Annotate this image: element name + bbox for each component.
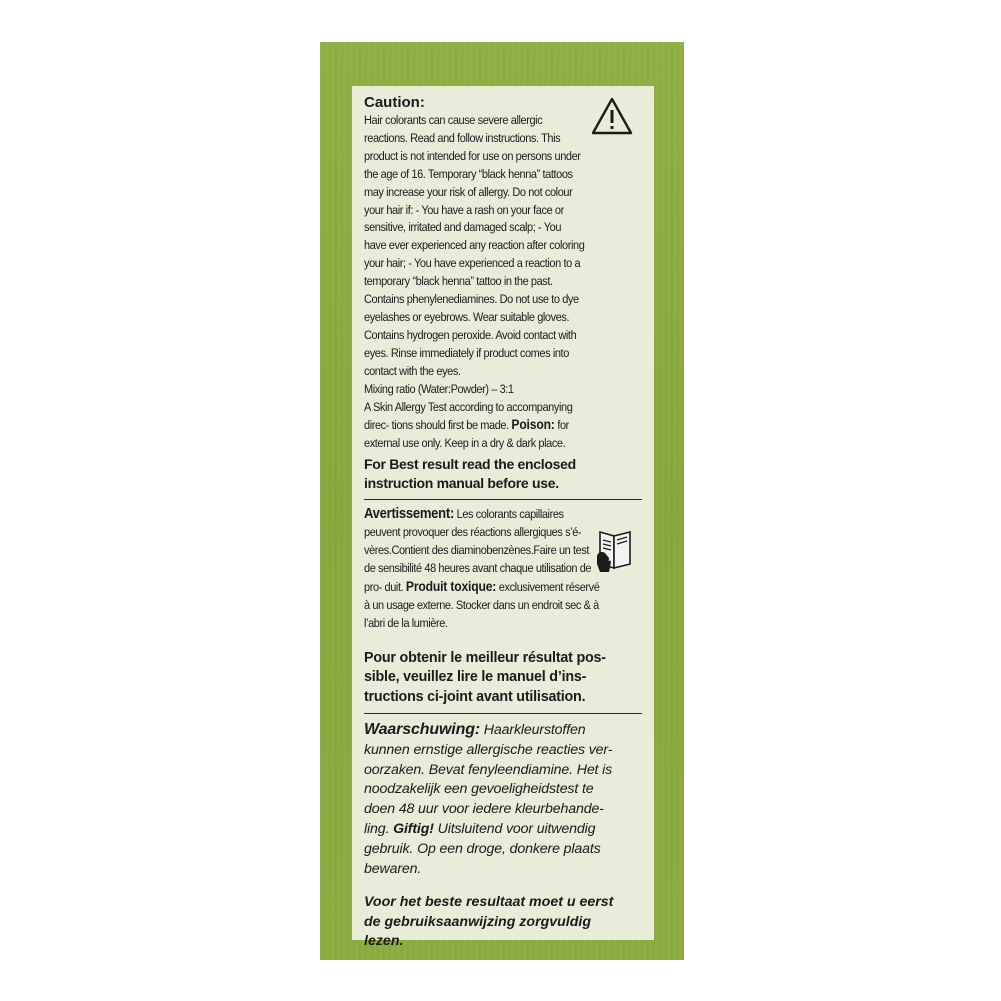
french-best-result: Pour obtenir le meilleur résultat pos- sible, veuillez lire le manuel d’ins- tructions ci-joint avant utilisation.: [364, 649, 606, 705]
french-toxic-text: exclusivement réservé à un usage externe. Stocker dans un endroit sec & à l’abri de la lumière.: [364, 579, 600, 630]
french-section: [364, 506, 642, 707]
english-title: Caution:: [364, 94, 425, 111]
dutch-toxic-label: Giftig!: [393, 821, 434, 838]
english-text: [364, 112, 643, 453]
dutch-toxic-text: Uitsluitend voor uitwendig gebruik. Op een droge, donkere plaats bewaren.: [364, 821, 601, 877]
separator-1: [364, 499, 642, 500]
french-title: Avertissement:: [364, 506, 455, 523]
dutch-best-result: Voor het beste resultaat moet u eerst de gebruiksaanwijzing zorgvuldig lezen.: [364, 894, 614, 950]
mixing-ratio: Mixing ratio (Water:Powder) – 3:1: [364, 381, 514, 396]
dutch-section: [364, 720, 642, 952]
allergy-test-text: A Skin Allergy Test according to accompanying direc- tions should first be made.: [364, 399, 573, 433]
warning-panel: [352, 86, 654, 950]
french-toxic-label: Produit toxique:: [405, 578, 497, 594]
english-section: [364, 94, 642, 493]
poison-label: Poison:: [511, 417, 555, 433]
separator-2: [364, 713, 642, 714]
french-text: [364, 506, 643, 632]
dutch-title: Waarschuwing:: [364, 721, 480, 739]
french-paragraph: [364, 506, 602, 632]
english-body: Hair colorants can cause severe allergic reactions. Read and follow instructions. This product is not intended for use on persons under the age of 16. Temporary “black henna” tattoos may increase your risk of allergy. Do not colour your hair if: - You have a rash on your face or sensitive, irritated and damaged scalp; - You have ever experienced any reaction after coloring your hair; - You have experienced a reaction to a temporary “black henna” tattoo in the past. Contains phenylenediamines. Do not use to dye eyelashes or eyebrows. Wear suitable gloves. Contains hydrogen peroxide. Avoid contact with eyes. Rinse immediately if product comes into contact with the eyes.: [364, 113, 585, 378]
english-best-result: For Best result read the enclosed instruction manual before use.: [364, 456, 576, 492]
french-body: Les colorants capillaires peuvent provoquer des réactions allergiques s’é- vères.Contient des diaminobenzènes.Faire un test de sensibilité 48 heures avant chaque utilisation de pro- duit.: [364, 507, 592, 594]
allergy-test-paragraph: [364, 399, 600, 454]
dutch-paragraph: [364, 720, 624, 879]
poison-text: for external use only. Keep in a dry & dark place.: [364, 418, 569, 451]
dutch-body: Haarkleurstoffen kunnen ernstige allergische reacties ver- oorzaken. Bevat fenyleendiamine. Het is noodzakelijk een gevoeligheidstest te doen 48 uur voor iedere kleurbehande- ling.: [364, 722, 613, 838]
